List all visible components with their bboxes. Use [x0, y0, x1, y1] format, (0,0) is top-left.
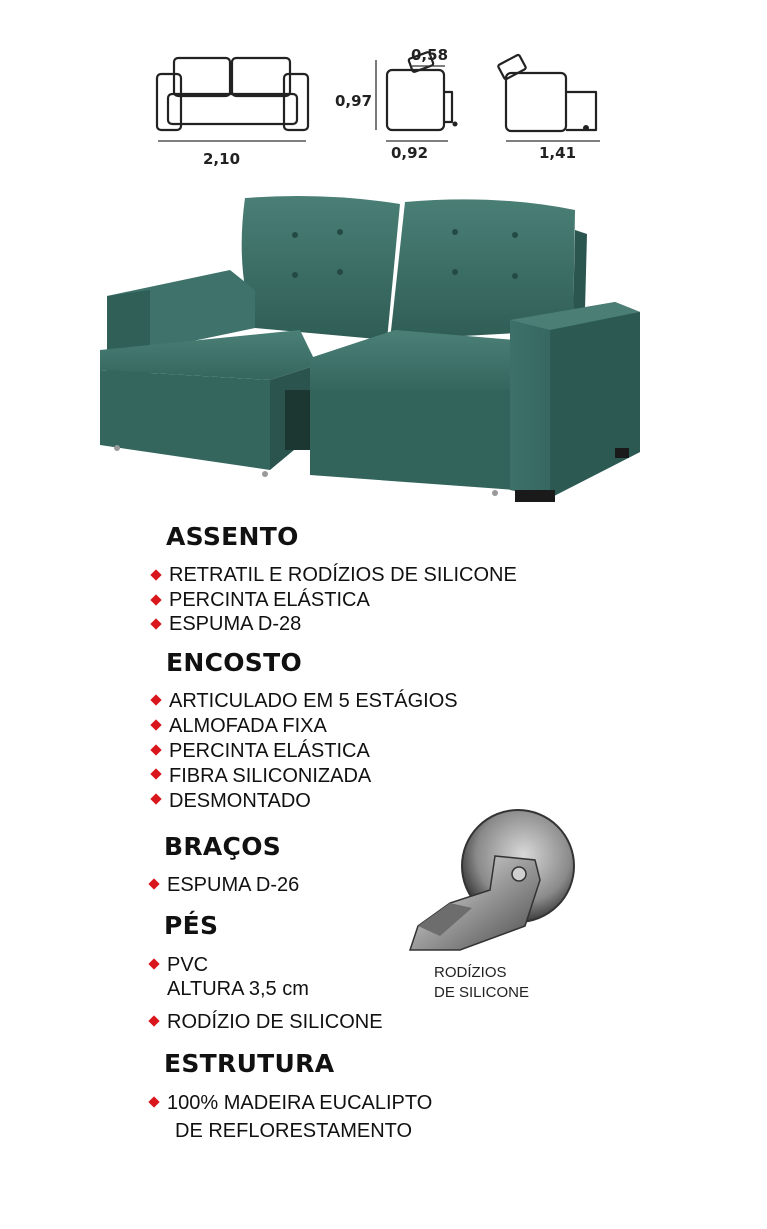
- section-title-estrutura: ESTRUTURA: [164, 1049, 335, 1078]
- assento-item: ESPUMA D-28: [169, 613, 302, 635]
- bullet-icon: [150, 694, 161, 705]
- estrutura-item-line1: 100% MADEIRA EUCALIPTO: [167, 1092, 433, 1114]
- bullet-icon: [150, 618, 161, 629]
- estrutura-item-line2: DE REFLORESTAMENTO: [175, 1120, 413, 1142]
- bullet-icon: [150, 768, 161, 779]
- bullet-icon: [148, 1096, 159, 1107]
- bullet-icon: [148, 958, 159, 969]
- dim-depth-closed: 0,92: [391, 144, 429, 162]
- sofa-image: [95, 190, 645, 510]
- dim-depth-seat: 0,58: [411, 46, 449, 64]
- side-view-open-icon: [498, 54, 596, 131]
- section-title-pes: PÉS: [164, 911, 219, 940]
- caster-caption-line1: RODÍZIOS: [434, 964, 507, 981]
- dimension-diagrams: [0, 0, 767, 175]
- assento-item: RETRATIL E RODÍZIOS DE SILICONE: [169, 564, 517, 586]
- encosto-item: ARTICULADO EM 5 ESTÁGIOS: [169, 690, 458, 712]
- encosto-item: ALMOFADA FIXA: [169, 715, 327, 737]
- bullet-icon: [150, 569, 161, 580]
- encosto-item: FIBRA SILICONIZADA: [169, 765, 372, 787]
- dim-height: 0,97: [335, 92, 373, 110]
- front-view-icon: [157, 58, 308, 130]
- bullet-icon: [150, 719, 161, 730]
- assento-item: PERCINTA ELÁSTICA: [169, 589, 370, 611]
- bullet-icon: [148, 1015, 159, 1026]
- dim-depth-open: 1,41: [539, 144, 577, 162]
- bullet-icon: [150, 744, 161, 755]
- encosto-item: PERCINTA ELÁSTICA: [169, 740, 370, 762]
- section-title-assento: ASSENTO: [166, 522, 299, 551]
- dim-width-front: 2,10: [203, 150, 241, 168]
- bullet-icon: [150, 594, 161, 605]
- pes-item-altura: ALTURA 3,5 cm: [167, 978, 309, 1000]
- bullet-icon: [150, 793, 161, 804]
- pes-item-rodizio: RODÍZIO DE SILICONE: [167, 1011, 383, 1033]
- caster-caption-line2: DE SILICONE: [434, 984, 530, 1001]
- bullet-icon: [148, 878, 159, 889]
- bracos-item: ESPUMA D-26: [167, 874, 300, 896]
- caster-image: [400, 808, 580, 958]
- encosto-item: DESMONTADO: [169, 790, 311, 812]
- pes-item-pvc: PVC: [167, 954, 209, 976]
- section-title-bracos: BRAÇOS: [164, 832, 282, 861]
- section-title-encosto: ENCOSTO: [166, 648, 303, 677]
